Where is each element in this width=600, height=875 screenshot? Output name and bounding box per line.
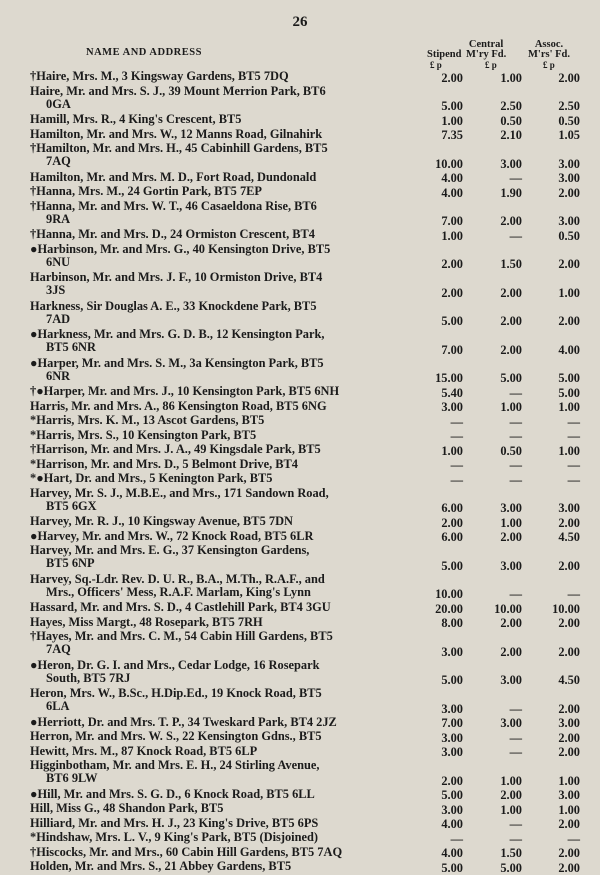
central-fund-amount: 5.00	[500, 860, 522, 875]
entry-address-continuation: 6LA	[46, 700, 70, 713]
central-fund-amount: 0.50	[500, 443, 522, 458]
stipend-amount: 5.00	[441, 314, 463, 328]
assoc-fund-amount: 1.00	[558, 802, 580, 817]
assoc-fund-amount: 2.00	[558, 314, 580, 328]
entry-name-address: ●Harkness, Mr. and Mrs. G. D. B., 12 Kensington Park,	[30, 328, 325, 341]
entry-name-address: Higginbotham, Mr. and Mrs. E. H., 24 Stirling Avenue,	[30, 759, 320, 772]
assoc-fund-amount: 2.00	[558, 860, 580, 875]
central-fund-amount: 3.00	[500, 501, 522, 515]
stipend-amount: 1.00	[441, 228, 463, 243]
stipend-amount: 4.00	[441, 185, 463, 200]
entry-name-address: †Hamilton, Mr. and Mrs. H., 45 Cabinhill Gardens, BT5	[30, 142, 328, 155]
central-fund-amount: 2.50	[500, 99, 522, 113]
central-fund-amount: 2.10	[500, 128, 522, 142]
assoc-fund-amount: 10.00	[552, 601, 580, 616]
stipend-amount: 5.00	[441, 788, 463, 802]
assoc-fund-amount: 3.00	[558, 501, 580, 515]
name-address-header: NAME AND ADDRESS	[86, 47, 202, 58]
stipend-unit: £ p	[430, 60, 442, 70]
assoc-header-line1: Assoc.	[534, 39, 564, 50]
central-fund-amount: —	[509, 414, 522, 429]
entry-name-address: ●Herriott, Dr. and Mrs. T. P., 34 Tweskard Park, BT4 2JZ	[30, 715, 337, 729]
entry-amounts	[420, 129, 580, 142]
stipend-amount: 6.00	[441, 501, 463, 515]
central-header-line1: Central	[468, 39, 504, 50]
directory-entry	[30, 113, 580, 128]
central-fund-amount: 3.00	[500, 558, 522, 573]
directory-entry	[30, 530, 580, 545]
assoc-fund-header	[528, 40, 570, 60]
central-fund-amount: 2.00	[500, 644, 522, 659]
directory-entry	[30, 429, 580, 444]
entry-address-continuation: BT6 9LW	[46, 772, 98, 785]
directory-entry	[30, 860, 580, 875]
directory-entry	[30, 414, 580, 429]
entry-address-continuation: BT5 6GX	[46, 499, 97, 513]
directory-entry	[30, 846, 580, 861]
stipend-amount: 7.00	[441, 214, 463, 228]
directory-entry	[30, 730, 580, 745]
central-fund-amount: 2.00	[500, 616, 522, 630]
assoc-fund-amount: 2.00	[558, 644, 580, 659]
entry-amounts	[420, 287, 580, 300]
assoc-fund-amount: 2.00	[558, 730, 580, 745]
entry-name-address: †Hayes, Mr. and Mrs. C. M., 54 Cabin Hill Gardens, BT5	[30, 630, 333, 643]
assoc-fund-amount: 3.00	[558, 214, 580, 228]
assoc-fund-amount: 2.00	[558, 185, 580, 200]
stipend-amount: 15.00	[435, 371, 463, 385]
entry-address-continuation: 7AD	[46, 312, 71, 326]
directory-entry	[30, 831, 580, 846]
entry-name-address: *●Hart, Dr. and Mrs., 5 Kenington Park, BT5	[30, 472, 273, 485]
entry-name-address: †Hanna, Mrs. M., 24 Gortin Park, BT5 7EP	[30, 185, 262, 198]
central-fund-amount: 1.00	[500, 773, 522, 788]
directory-entry	[30, 200, 580, 229]
entry-amounts	[420, 804, 580, 817]
assoc-fund-amount: —	[567, 458, 580, 472]
directory-entry	[30, 616, 580, 631]
entry-amounts	[420, 502, 580, 515]
central-fund-amount: —	[509, 701, 522, 716]
stipend-amount: 3.00	[441, 644, 463, 659]
entry-name-address: Herron, Mr. and Mrs. W. S., 22 Kensington Gdns., BT5	[30, 730, 322, 743]
entry-amounts	[420, 588, 580, 601]
entry-name-address: †●Harper, Mr. and Mrs. J., 10 Kensington Park, BT5 6NH	[30, 385, 340, 398]
directory-entry	[30, 659, 580, 688]
entry-address-continuation: 0GA	[46, 97, 71, 111]
assoc-fund-amount: 2.00	[558, 70, 580, 85]
entry-address-continuation: 6NU	[46, 255, 71, 269]
stipend-amount: 10.00	[435, 587, 463, 601]
entry-name-address: Hamilton, Mr. and Mrs. W., 12 Manns Road, Gilnahirk	[30, 127, 323, 141]
directory-entry	[30, 472, 580, 487]
central-fund-amount: 1.00	[500, 70, 522, 85]
stipend-amount: 4.00	[441, 846, 463, 860]
stipend-amount: 7.35	[441, 128, 463, 142]
assoc-fund-amount: —	[567, 587, 580, 601]
directory-entry	[30, 171, 580, 186]
central-fund-amount: 0.50	[500, 113, 522, 128]
directory-entry	[30, 142, 580, 171]
assoc-fund-amount: 2.50	[558, 99, 580, 113]
central-fund-amount: —	[509, 171, 522, 185]
entry-name-address: Harvey, Mr. S. J., M.B.E., and Mrs., 171 Sandown Road,	[30, 486, 329, 500]
central-fund-amount: 2.00	[500, 214, 522, 228]
central-fund-amount: 2.00	[500, 788, 522, 802]
assoc-fund-amount: 5.00	[558, 371, 580, 385]
entry-name-address: Hayes, Miss Margt., 48 Rosepark, BT5 7RH	[30, 615, 263, 629]
entry-name-address: ●Heron, Dr. G. I. and Mrs., Cedar Lodge, 16 Rosepark	[30, 658, 320, 672]
assoc-fund-amount: 3.00	[558, 716, 580, 730]
entries-list	[30, 70, 580, 875]
assoc-fund-amount: 1.00	[558, 773, 580, 788]
assoc-fund-amount: 2.00	[558, 257, 580, 271]
assoc-fund-amount: 1.00	[558, 443, 580, 458]
directory-entry	[30, 328, 580, 357]
directory-entry	[30, 128, 580, 143]
entry-amounts	[420, 215, 580, 228]
central-fund-amount: 1.50	[500, 846, 522, 860]
entry-amounts	[420, 115, 580, 128]
directory-entry	[30, 185, 580, 200]
central-fund-amount: 1.90	[500, 185, 522, 200]
entry-name-address: Harvey, Sq.-Ldr. Rev. D. U. R., B.A., M.Th., R.A.F., and	[30, 572, 325, 586]
directory-entry	[30, 788, 580, 803]
stipend-amount: —	[450, 429, 463, 443]
entry-name-address: Hamilton, Mr. and Mrs. M. D., Fort Road, Dundonald	[30, 170, 317, 184]
entry-amounts	[420, 818, 580, 831]
stipend-amount: 10.00	[435, 156, 463, 171]
central-fund-amount: 3.00	[500, 673, 522, 687]
entry-name-address: Heron, Mrs. W., B.Sc., H.Dip.Ed., 19 Knock Road, BT5	[30, 687, 322, 700]
entry-amounts	[420, 416, 580, 429]
stipend-amount: 2.00	[441, 257, 463, 271]
central-fund-amount: 2.00	[500, 285, 522, 300]
stipend-amount: 5.40	[441, 385, 463, 400]
entry-amounts	[420, 344, 580, 357]
entry-amounts	[420, 775, 580, 788]
directory-entry	[30, 716, 580, 731]
entry-amounts	[420, 531, 580, 544]
entry-amounts	[420, 100, 580, 113]
entry-name-address: Harvey, Mr. and Mrs. E. G., 37 Kensington Gardens,	[30, 544, 310, 557]
entry-name-address: Harris, Mr. and Mrs. A., 86 Kensington Road, BT5 6NG	[30, 399, 327, 413]
stipend-amount: 7.00	[441, 716, 463, 730]
assoc-fund-amount: 3.00	[558, 156, 580, 171]
page-number: 26	[292, 14, 308, 30]
assoc-fund-amount: 0.50	[558, 228, 580, 243]
central-fund-header	[466, 40, 506, 60]
stipend-amount: 5.00	[441, 99, 463, 113]
entry-amounts	[420, 833, 580, 846]
entry-amounts	[420, 732, 580, 745]
directory-entry	[30, 85, 580, 114]
entry-name-address: *Harris, Mrs. S., 10 Kensington Park, BT5	[30, 428, 257, 442]
entry-amounts	[420, 158, 580, 171]
central-fund-amount: 1.00	[500, 802, 522, 817]
central-fund-amount: —	[509, 730, 522, 745]
stipend-amount: 3.00	[441, 730, 463, 745]
entry-amounts	[420, 862, 580, 875]
directory-entry	[30, 487, 580, 516]
entry-amounts	[420, 401, 580, 414]
entry-name-address: Hilliard, Mr. and Mrs. H. J., 23 King's Drive, BT5 6PS	[30, 816, 319, 830]
stipend-amount: 2.00	[441, 285, 463, 300]
assoc-unit: £ p	[543, 60, 555, 70]
directory-entry	[30, 243, 580, 272]
entry-address-continuation: 7AQ	[46, 643, 71, 656]
stipend-amount: —	[450, 414, 463, 429]
stipend-amount: 5.00	[441, 558, 463, 573]
central-fund-amount: 2.00	[500, 530, 522, 544]
stipend-amount: 1.00	[441, 113, 463, 128]
entry-amounts	[420, 258, 580, 271]
stipend-amount: 3.00	[441, 745, 463, 759]
directory-entry	[30, 228, 580, 243]
entry-amounts	[420, 717, 580, 730]
stipend-amount: 2.00	[441, 70, 463, 85]
entry-amounts	[420, 517, 580, 530]
stipend-header: Stipend	[427, 49, 462, 60]
central-fund-amount: 2.00	[500, 314, 522, 328]
entry-amounts	[420, 789, 580, 802]
central-fund-amount: 3.00	[500, 716, 522, 730]
assoc-fund-amount: 2.00	[558, 616, 580, 630]
entry-name-address: †Hanna, Mr. and Mrs. D., 24 Ormiston Crescent, BT4	[30, 228, 315, 241]
entry-address-continuation: BT5 6NP	[46, 557, 95, 570]
entry-address-continuation: 3JS	[46, 284, 66, 297]
central-fund-amount: 1.00	[500, 400, 522, 414]
directory-entry	[30, 443, 580, 458]
assoc-fund-amount: —	[567, 831, 580, 846]
entry-address-continuation: South, BT5 7RJ	[46, 671, 131, 685]
entry-amounts	[420, 603, 580, 616]
entry-name-address: ●Hill, Mr. and Mrs. S. G. D., 6 Knock Road, BT5 6LL	[30, 787, 315, 801]
directory-entry	[30, 745, 580, 760]
directory-entry	[30, 385, 580, 400]
entry-name-address: *Harrison, Mr. and Mrs. D., 5 Belmont Drive, BT4	[30, 457, 298, 471]
stipend-amount: 4.00	[441, 171, 463, 185]
entry-amounts	[420, 560, 580, 573]
central-fund-amount: —	[509, 817, 522, 831]
central-fund-amount: —	[509, 385, 522, 400]
stipend-amount: 8.00	[441, 616, 463, 630]
assoc-fund-amount: 3.00	[558, 171, 580, 185]
entry-amounts	[420, 172, 580, 185]
entry-address-continuation: BT5 6NR	[46, 341, 96, 354]
directory-entry	[30, 573, 580, 602]
directory-entry	[30, 601, 580, 616]
assoc-fund-amount: —	[567, 472, 580, 487]
assoc-header-line2: M'rs' Fd.	[528, 49, 570, 60]
assoc-fund-amount: 2.00	[558, 846, 580, 860]
entry-address-continuation: 7AQ	[46, 155, 71, 168]
assoc-fund-amount: 2.00	[558, 701, 580, 716]
entry-amounts	[420, 746, 580, 759]
assoc-fund-amount: 4.50	[558, 530, 580, 544]
directory-entry	[30, 515, 580, 530]
central-fund-amount: —	[509, 831, 522, 846]
entry-amounts	[420, 372, 580, 385]
directory-entry	[30, 271, 580, 300]
entry-amounts	[420, 703, 580, 716]
entry-amounts	[420, 646, 580, 659]
entry-amounts	[420, 674, 580, 687]
assoc-fund-amount: 4.50	[558, 673, 580, 687]
directory-entry	[30, 802, 580, 817]
entry-name-address: Haire, Mr. and Mrs. S. J., 39 Mount Merrion Park, BT6	[30, 84, 326, 98]
assoc-fund-amount: 1.00	[558, 285, 580, 300]
assoc-fund-amount: 1.00	[558, 400, 580, 414]
central-header-line2: M'ry Fd.	[466, 49, 507, 60]
assoc-fund-amount: 0.50	[558, 113, 580, 128]
entry-name-address: Hamill, Mrs. R., 4 King's Crescent, BT5	[30, 113, 242, 126]
central-fund-amount: 3.00	[500, 156, 522, 171]
directory-entry	[30, 300, 580, 329]
central-fund-amount: 1.00	[500, 515, 522, 530]
entry-name-address: ●Harbinson, Mr. and Mrs. G., 40 Kensington Drive, BT5	[30, 242, 331, 256]
assoc-fund-amount: 2.00	[558, 745, 580, 759]
stipend-amount: 20.00	[435, 601, 463, 616]
entry-amounts	[420, 315, 580, 328]
entry-amounts	[420, 617, 580, 630]
central-fund-amount: —	[509, 587, 522, 601]
directory-entry	[30, 357, 580, 386]
assoc-fund-amount: 5.00	[558, 385, 580, 400]
stipend-amount: 6.00	[441, 530, 463, 544]
directory-entry	[30, 544, 580, 573]
entry-name-address: †Harrison, Mr. and Mrs. J. A., 49 Kingsdale Park, BT5	[30, 443, 321, 456]
directory-entry	[30, 759, 580, 788]
central-fund-amount: 1.50	[500, 257, 522, 271]
entry-address-continuation: Mrs., Officers' Mess, R.A.F. Marlam, King's Lynn	[46, 585, 311, 599]
assoc-fund-amount: —	[567, 414, 580, 429]
stipend-amount: 3.00	[441, 802, 463, 817]
central-fund-amount: —	[509, 472, 522, 487]
assoc-fund-amount: —	[567, 429, 580, 443]
stipend-amount: 5.00	[441, 860, 463, 875]
entry-name-address: ●Harper, Mr. and Mrs. S. M., 3a Kensington Park, BT5	[30, 356, 324, 370]
central-fund-amount: —	[509, 745, 522, 759]
entry-name-address: Hewitt, Mrs. M., 87 Knock Road, BT5 6LP	[30, 744, 258, 758]
assoc-fund-amount: 2.00	[558, 558, 580, 573]
directory-entry	[30, 817, 580, 832]
central-fund-amount: 2.00	[500, 342, 522, 357]
entry-name-address: *Hindshaw, Mrs. L. V., 9 King's Park, BT5 (Disjoined)	[30, 831, 319, 844]
directory-entry	[30, 630, 580, 659]
assoc-fund-amount: 2.00	[558, 817, 580, 831]
entry-address-continuation: 6NR	[46, 369, 71, 383]
entry-name-address: ●Harvey, Mr. and Mrs. W., 72 Knock Road, BT5 6LR	[30, 529, 314, 543]
stipend-amount: —	[450, 458, 463, 472]
entry-address-continuation: 9RA	[46, 212, 71, 226]
stipend-amount: 1.00	[441, 443, 463, 458]
entry-amounts	[420, 445, 580, 458]
entry-amounts	[420, 847, 580, 860]
entry-name-address: Harbinson, Mr. and Mrs. J. F., 10 Ormiston Drive, BT4	[30, 271, 323, 284]
entry-name-address: Holden, Mr. and Mrs. S., 21 Abbey Gardens, BT5	[30, 860, 292, 873]
entry-amounts	[420, 459, 580, 472]
entry-amounts	[420, 430, 580, 443]
central-fund-amount: —	[509, 429, 522, 443]
entry-amounts	[420, 230, 580, 243]
directory-entry	[30, 70, 580, 85]
stipend-amount: 2.00	[441, 515, 463, 530]
stipend-amount: 2.00	[441, 773, 463, 788]
assoc-fund-amount: 1.05	[558, 128, 580, 142]
directory-entry	[30, 687, 580, 716]
stipend-amount: 5.00	[441, 673, 463, 687]
central-fund-amount: 10.00	[494, 601, 522, 616]
assoc-fund-amount: 3.00	[558, 788, 580, 802]
stipend-amount: 4.00	[441, 817, 463, 831]
assoc-fund-amount: 2.00	[558, 515, 580, 530]
stipend-amount: —	[450, 472, 463, 487]
entry-amounts	[420, 474, 580, 487]
entry-name-address: *Harris, Mrs. K. M., 13 Ascot Gardens, BT5	[30, 414, 265, 427]
directory-entry	[30, 400, 580, 415]
entry-name-address: Harvey, Mr. R. J., 10 Kingsway Avenue, BT5 7DN	[30, 515, 293, 528]
entry-name-address: †Hiscocks, Mr. and Mrs., 60 Cabin Hill Gardens, BT5 7AQ	[30, 845, 343, 859]
central-fund-amount: —	[509, 228, 522, 243]
stipend-amount: 7.00	[441, 342, 463, 357]
central-fund-amount: —	[509, 458, 522, 472]
entry-name-address: †Hanna, Mr. and Mrs. W. T., 46 Casaeldona Rise, BT6	[30, 199, 317, 213]
entry-name-address: Hill, Miss G., 48 Shandon Park, BT5	[30, 802, 224, 815]
directory-entry	[30, 458, 580, 473]
entry-amounts	[420, 72, 580, 85]
stipend-amount: 3.00	[441, 400, 463, 414]
central-fund-amount: 5.00	[500, 371, 522, 385]
entry-name-address: †Haire, Mrs. M., 3 Kingsway Gardens, BT5 7DQ	[30, 70, 289, 83]
entry-name-address: Harkness, Sir Douglas A. E., 33 Knockdene Park, BT5	[30, 299, 317, 313]
entry-name-address: Hassard, Mr. and Mrs. S. D., 4 Castlehill Park, BT4 3GU	[30, 601, 331, 614]
stipend-amount: —	[450, 831, 463, 846]
assoc-fund-amount: 4.00	[558, 342, 580, 357]
stipend-amount: 3.00	[441, 701, 463, 716]
entry-amounts	[420, 187, 580, 200]
central-unit: £ p	[485, 60, 497, 70]
entry-amounts	[420, 387, 580, 400]
